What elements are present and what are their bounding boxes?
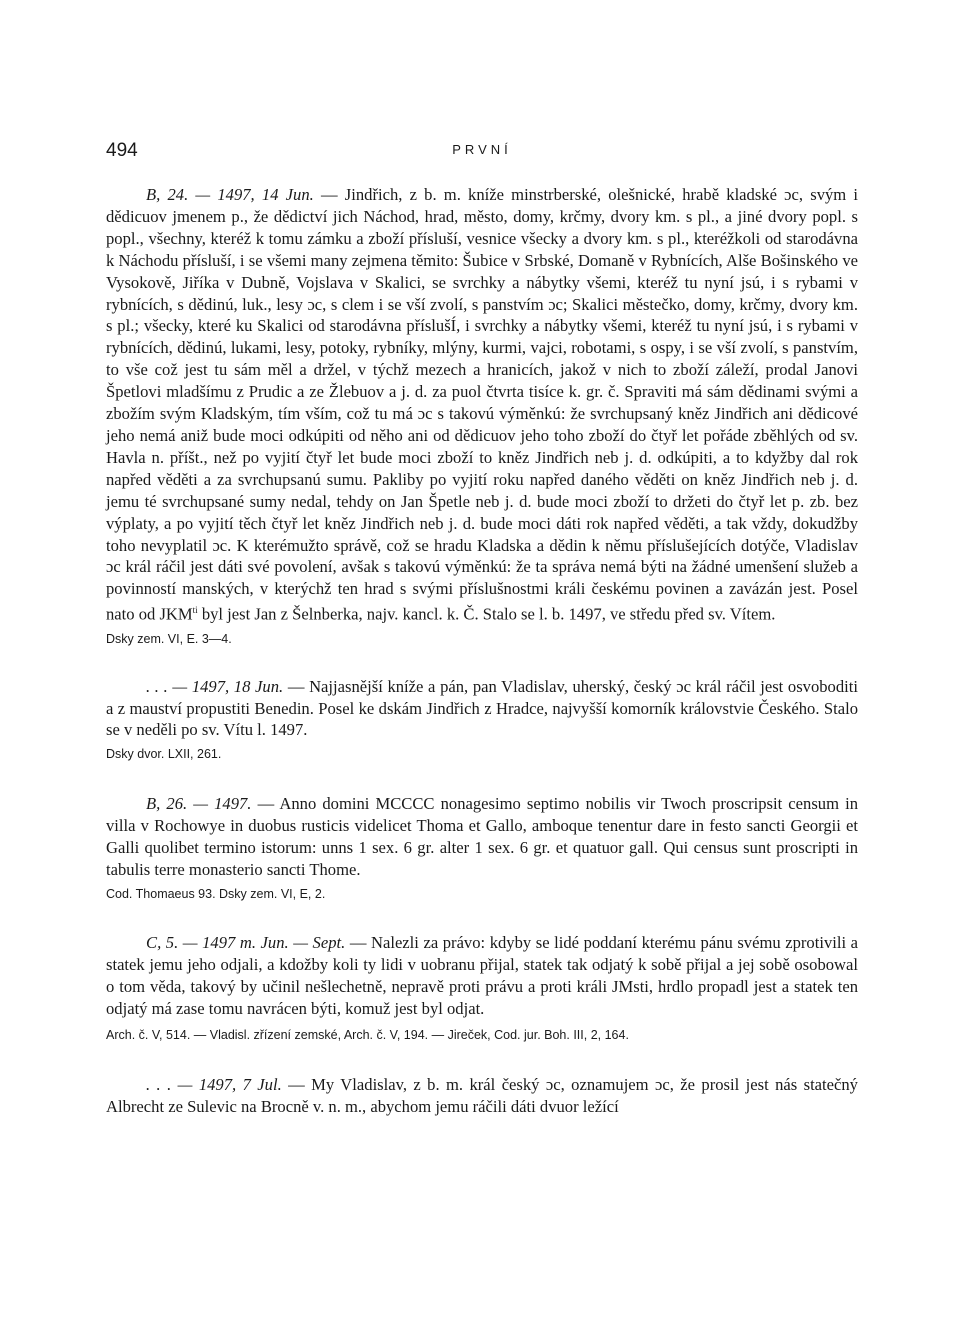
entry-text: — Najjasnější kníže a pán, pan Vladislav, uherský, český ɔc král ráčil jest osvoboditi a z mauství propustiti Benedin. Posel ke dskám Jindřich z Hradce, najvyšší komorník královstvie Českého. Stalo se v neděli po sv. Vítu l. 1497. bbox=[106, 676, 858, 740]
entry-date: B, 24. — 1497, 14 Jun. bbox=[146, 185, 314, 204]
entry-text: — My Vladislav, z b. m. král český ɔc, oznamujem ɔc, že prosil jest nás statečný Albrecht ze Sulevic na Brocně v. n. m., abychom jemu ráčili dáti dvuor ležící bbox=[106, 1074, 858, 1116]
entry-2 bbox=[106, 676, 858, 742]
entry-reference: Dsky dvor. LXII, 261. bbox=[106, 747, 222, 762]
entry-text-end: byl jest Jan z Šelnberka, najv. kancl. k. Č. Stalo se l. b. 1497, ve středu před sv. Vítem. bbox=[197, 604, 776, 624]
entry-1 bbox=[106, 184, 858, 626]
document-body bbox=[106, 184, 858, 1117]
entry-5 bbox=[106, 1074, 858, 1118]
entry-date: B, 26. — 1497. bbox=[146, 794, 252, 814]
running-title: PRVNÍ bbox=[452, 142, 512, 157]
entry-text: — Nalezli za právo: kdyby se lidé poddaní kterému pánu svému zprotivili a statek jemu jeho odjali, a kdožby koli ty lidi v uobranu přijal, statek tak odjatý k sobě přijal a jej sobě osobowal o tom věda, takový by učinil nešlechetně, nepravě proti právu a proti králi JMsti, hrdlo propadl jest a statek ten odjatý má zase tomu navrácen býti, komuž jest byl odjat. bbox=[106, 933, 858, 1018]
entry-date: . . . — 1497, 7 Jul. bbox=[146, 1074, 282, 1094]
entry-reference: Arch. č. V, 514. — Vladisl. zřízení zemské, Arch. č. V, 194. — Jireček, Cod. jur. Boh. III, 2, 164. bbox=[106, 1027, 629, 1042]
page-header bbox=[106, 140, 858, 170]
superscript: ti bbox=[192, 605, 198, 616]
entry-date: C, 5. — 1497 m. Jun. — Sept. bbox=[146, 933, 346, 952]
entry-text: — Anno domini MCCCC nonagesimo septimo nobilis vir Twoch proscripsit censum in villa v Rochowye in duobus rusticis videlicet Thoma et Gallo, amboque tenentur dare in festo sancti Georgii et Galli quolibet termino istorum: unns 1 sex. 6 gr. alter 1 sex. 6 gr. et quatuor gall. Qui census sunt proscripti in tabulis terre monasterio sancti Thome. bbox=[106, 794, 858, 880]
entry-reference: Cod. Thomaeus 93. Dsky zem. VI, E, 2. bbox=[106, 887, 326, 901]
entry-3 bbox=[106, 793, 858, 881]
entry-text: — Jindřich, z b. m. kníže minstrberské, olešnické, hrabě kladské ɔc, svým i dědicuov jmenem p., že dědictví jich Náchod, hrad, město, domy, krčmy, dvory km. s pl., a jiné dvory popl. s popl., všechny, kteréž k tomu zámku a zboží přísluší, vesnice všecky a dvory km. s pl., kteréžkoli od starodávna k Náchodu přísluší, i se všemi many zejmena těmito: Šubice v Srbské, Domaně v Rybnících, Alše Bošinského ve Vysokově, Jiříka v Dubně, Vojslava v Skalici, se svrchky a nábytky všemi, kteréž tu nyní jsú, i s rybami v rybnících, s dědinú, luk., lesy ɔc, s clem i se vší zvolí, s panstvím ɔc; Skalici městečko, domy, krčmy, dvory km. s pl.; všecky, které ku Skalici od starodávna příslušÍ, i svrchky a nábytky všemi, kteréž tu nyní jsú, i s rybami v rybnících, dědinú, lukami, lesy, potoky, rybníky, mlýny, kurmi, vajci, robotami, s ospy, i se vší zvolí, s panstvím, to vše což jest tu sám měl a držel, v týchž mezech a hranicích, jakož v nich to zboží záleží, prodal Janovi Špetlovi mladšímu z Prudic a ze Žlebuov a j. d. za puol čtvrta tisíce k. gr. č. Spraviti má sám dědinami svými a zbožím svým Kladským, tím vším, což tu má ɔc s takovú výměnkú: že svrchupsaný kněz Jindřich ani dědicové jeho nemá aniž bude moci odkúpiti od něho ani od dědicuov jeho toho zboží do čtyř let pořáde zběhlých od sv. Havla n. příšt., než po vyjití čtyř let bude moci zboží to kněz Jindřich neb j. d. odkúpiti, a to kdyžby dal rok napřed věděti a za svrchupsanú sumu. Pakliby po vyjití roku napřed daného věděti on kněz Jindřich neb j. d. jemu té svrchupsané sumy nedal, tehdy on Jan Špetle neb j. d. bude moci zboží to držeti do čtyř let p. zb. bez výplaty, a po vyjití těch čtyř let kněz Jindřich neb j. d. bude moci dáti rok napřed věděti, a tak vždy, dokudžby toho nevyplatil ɔc. K kterémužto správě, což se hradu Kladska a dědin k němu příslušejících dotýče, Vladislav ɔc král ráčil jest dáti své povolení, avšak s takovú výměnkú: že ta správa nemá býti na žádné umenšení služeb a povinností manských, v kterýchž ten hrad s svými příslušnostmi králi českému povinen a zavázán jest. Posel nato od JKM bbox=[106, 185, 858, 624]
entry-4 bbox=[106, 932, 858, 1020]
entry-date: . . . — 1497, 18 Jun. bbox=[146, 676, 284, 696]
entry-reference: Dsky zem. VI, E. 3—4. bbox=[106, 631, 232, 646]
page-number: 494 bbox=[106, 140, 138, 161]
